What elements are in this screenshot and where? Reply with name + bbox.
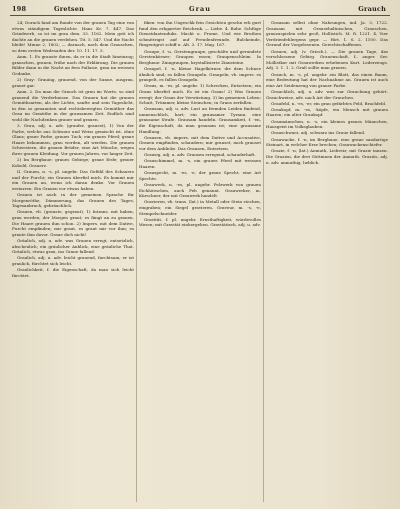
dictionary-entry: Grauspecht, m. -es, -e, der graue Specht, eine Art Spechte. [139, 170, 261, 181]
dictionary-entry: Grauwacke, f. -n, im Bergbaue, eine graue sandartige Steinart, in welcher Erze brechen; Grauwackenschiefer. [266, 136, 388, 148]
text-column-middle [139, 20, 261, 504]
dictionary-entry: Grauwerk, n. -es, pl. ungebr. Pelzwerk von grauen Eichhörnchen, auch Feh genannt. Grauwerker, m. Kürschner, der mit Grauwerk handelt. [139, 181, 261, 199]
dictionary-entry: Grauch, m. -s, pl. ungebr. ein Blatt, das einen Baum, eine Bedeutung hat der Nachnahme an. Grauen ist auch eine Art Seidenzeug von grauer Farbe. [266, 71, 388, 88]
dictionary-entry: Grauen, adj. (v. Griech.). — Die grauen Tage, das verschlossene Gebirg. Grauenschaft, f., anger. Ser. Mollistkor mit Grauwerken erhebenen Kurt. Lederzeugs. Adj. 3. 1. 1. 2. Gruß sollte man grauen. [266, 48, 388, 71]
header-right-word: Grauch [358, 5, 386, 13]
header-rule [10, 15, 390, 16]
text-column-left [12, 20, 134, 504]
column-divider [263, 20, 264, 502]
dictionary-entry: Grausam selbst ohne Nahrungen, ind. Ja. 3, 1722. Grausam mit Grausehaltnischen, Grauschen, grauzuspielen sehr groß, Hollistich. M. R. 1221. 4, Vier Verdrienfehlergens gepr. — Hirt. 1. S. 2. 1100. Das Gerund der Vorgelesenen. Gerechtschaffenen. [266, 20, 388, 48]
dictionary-entry: Graupel, f. -n, kleine Hagelkörner, die dem Schnee ähnlich sind; es fallen Graupeln. Graupeln, vb. impers. es graupelt, es fallen Graupeln. [139, 65, 261, 83]
header-left-word: Gretsen [54, 5, 85, 13]
dictionary-entry: Graukopf, m. -es, -köpfe, ein Mensch mit grauen Haaren; ein alter Graukopf. [266, 106, 388, 118]
page-number: 198 [12, 5, 27, 13]
dictionary-entry: Gravieren, vb. trans. (lat.) in Metall oder Stein stechen, eingraben; ein Siegel gravieren. Graveur, m. -s, -e, Stempelschneider. [139, 199, 261, 216]
dictionary-entry: Graulichkeit, f. die Eigenschaft, da man sich leicht fürchtet. [12, 267, 134, 278]
dictionary-entry: Grausig, adj. u. adv. Grausen erregend, schauderhaft. [144, 152, 256, 158]
dictionary-entry: 2) Gray: Grauing, grauend, von der Sunne, ausgrau, grauet gar. [12, 77, 134, 88]
dictionary-entry: Grausam, adj. u. adv. Lust an fremden Leiden findend, unmenschlich, hart; ein grausamer Tyrann, eine grausame Strafe. Grausam handeln. Grausamkeit, f. -en, die Eigenschaft, da man grausam ist; eine grausame Handlung. [139, 106, 261, 134]
dictionary-entry: Graulich, adj. u. adv. leicht grauend, furchtsam; er ist graulich, fürchtet sich leicht. [12, 255, 134, 266]
dictionary-entry: Graupe, f. -n, Gerstengraupe, geschälte und gerundete Gerstenkörner; Graupen essen; Graupenschleim. In Bergbaue: Zinngraupen, krystallisierte Zinnsteine. [139, 48, 261, 65]
dictionary-entry: Grauschimmel, m. -s, ein graues Pferd mit weissen Haaren. [139, 158, 261, 169]
dictionary-entry: 3. Grau, adj. u. adv. (graufer, grauest), 1) Von der Farbe, welche aus Schwarz und Weiss gemischt ist, ohne Glanz; graue Farbe, graues Tuch; ein graues Pferd; graue Haare bekommen, grau werden, alt werden. Die grauen Schwestern, die grauen Brüder, eine Art Mönche, wegen ihrer grauen Kleidung. Vor grauen Jahren, vor langer Zeit. [12, 123, 134, 157]
dictionary-entry: 2) Im Bergbaue: graues Gebirge; graue Erde; grauer Kobold, Grauerz. [12, 157, 134, 168]
dictionary-entry: Graufeld, n. -es, -er, ein grau gefärbtes Feld, Brachfeld. [271, 100, 387, 106]
dictionary-entry: fiken: von ihn Ungeschk fein Gesichten geschn erh gurt fund den erhgarrter Reichenk. — Liebe. 4. Ruhe. Schfüge Dienstdaatenduks. Mackt u. Frome. Und wie Bruthen schmittrigst auf auf Freudenfreunde, Bulckeinde, Ringentgrot schiff u. Alt. 3. 17. Mag. 167. [139, 20, 261, 48]
column-divider [136, 20, 137, 502]
dictionary-entry: Graumännchen, n. -s, ein kleines graues Männchen, Hausgeist im Volksglauben. [266, 118, 388, 130]
dictionary-entry: II. Grauen, n. -s, pl. ungebr. Das Gefühl des Schauers und der Furcht; ein Grauen überfiel mich. Es kommt mir ein Grauen an, wenn ich daran denke. Vor Grauen erstarren. Ein Grauen vor etwas haben. [12, 169, 134, 191]
header-center-word: Grau [189, 5, 211, 13]
dictionary-entry: Grausen, vb. impers. mit dem Dative und Accusative, Grauen empfinden, schaudern; mir grauset, mich grauset vor dem Anblicke. Das Grausen, Entsetzen. [139, 134, 261, 152]
dictionary-entry: Grauchlich, adj. u. adv. was zur Grauchung gehört. Grauchweise, adv. nach Art der Grauchen. [266, 88, 388, 100]
dictionary-entry: Gravität, f. pl. ungebr. Ernsthaftigkeit, würdevolles Wesen; mit Gravität einhergehen. Gravitätisch, adj. u. adv. [139, 216, 261, 228]
text-column-right [266, 20, 388, 504]
dictionary-entry: Grauschwarz, adj. schwarz ins Graue fallend. [271, 130, 366, 136]
dictionary-entry: 24; Dorach fand am Rande von der grauen Tag eine von etwas ständigem Tageslichte. Hans Kr. 7. 447. Daz Grindwerb, so ist im grau dem. 33. 1162. Mein gott ich dachte an die grauen verdehen. Tit. 5. 547. Und die Nacht bleibt! Minne 2, 1802; — darnach, nach dem Grauschen, so dem ersten Wedesaden der. 10. 11. 17. 5. [12, 20, 134, 53]
dictionary-entry: Grauen ist auch in der gemeinen Sprache für Morgenröthe, Dämmerung, das Grauen des Tages, Tagesanbruch, gebräuchlich. [12, 191, 134, 209]
dictionary-entry: Anm. 2. Da man die Grauch ist grau im Worte, so sind grauend die Verderbnisse. Das Grauen hat die grauen Gemüthsarten, als der Lichte, sanfte und sein Tageslicht, in den so genannten und rechtsbewegten Gemüther das Grau im Gemüthe in der grausamen Zeit. Endlich sind wohl die Nachdenken grauer und grauen. [12, 88, 134, 122]
dictionary-entry: Anm. 1. Es grauste ihnen, da er in die Stadt hineinzog; grauschen, grauen, frühe nach der Erklärung. Die grauen Bilder dann in die Nacht an fern Pallasie, grau im weissen Gedanke. [12, 54, 134, 76]
dictionary-entry: Grauen, vb. (grauste, gegraut), 1) Intrans. mit haben, grau werden; der Morgen graut; es fängt an zu grauen. Die Haare grauen ihm schon. 2) Impers. mit dem Dative, Furcht empfinden; mir graut, es graut mir vor ihm; es graute ihm davor. Graue dich nicht! [12, 209, 134, 237]
dictionary-entry: Gräulich, adj. u. adv. was Grauen erregt, entsetzlich, abscheulich; ein gräulicher Anblick, eine gräuliche That. Gräulich, etwas grau, ins Graue fallend. [12, 237, 134, 255]
dictionary-entry: Graus, m. -es, pl. ungebr. 1) Schrecken, Entsetzen; ein Graus überfiel mich. Es ist ein Graus! 2) Was Grauen erregt; der Graus der Verwüstung. 3) Im gemeinen Leben: Schutt, Trümmer, kleine Steinchen; in Graus zerfallen. [139, 83, 261, 106]
dictionary-entry: Grazie, f. -n, (lat.) Anmuth, Liebreiz; mit Grazie tanzen. Die Grazien, die drei Göttinnen der Anmuth. Graziös, adj. u. adv. anmuthig, lieblich. [266, 148, 388, 165]
